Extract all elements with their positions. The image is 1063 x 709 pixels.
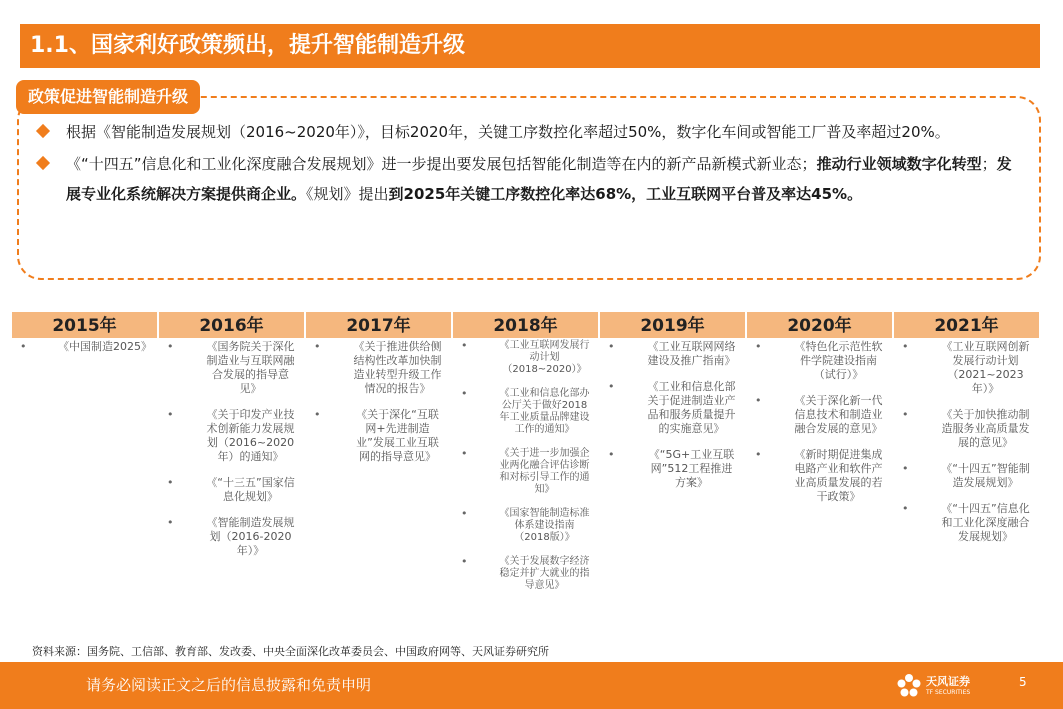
policy-item bbox=[306, 340, 451, 396]
bullet-dot-icon: • bbox=[167, 516, 174, 529]
policy-item bbox=[894, 340, 1039, 396]
bullet-bold-text: 推动行业领域数字化转型 bbox=[816, 155, 982, 173]
bullet-dot-icon: • bbox=[461, 507, 468, 520]
policy-item bbox=[894, 462, 1039, 490]
bullet-dot-icon: • bbox=[167, 476, 174, 489]
policy-tag: 政策促进智能制造升级 bbox=[16, 80, 200, 114]
bullet-dot-icon: • bbox=[461, 387, 468, 400]
bullet-dot-icon: • bbox=[755, 448, 762, 461]
policy-item bbox=[453, 388, 598, 436]
policy-item bbox=[159, 340, 304, 396]
policy-item-text: 《关于加快推动制造服务业高质量发展的意见》 bbox=[941, 408, 1030, 449]
year-policies bbox=[159, 338, 304, 558]
policy-item-text: 《智能制造发展规划（2016-2020年）》 bbox=[206, 516, 295, 557]
policy-item bbox=[894, 408, 1039, 450]
policy-item-text: 《关于深化新一代信息技术和制造业融合发展的意见》 bbox=[794, 394, 883, 435]
policy-bullet bbox=[36, 149, 1016, 209]
year-policies bbox=[747, 338, 892, 504]
bullet-bold-text: 发展专业化系统解决方案提供商企业。 bbox=[66, 155, 1012, 203]
policy-item bbox=[159, 476, 304, 504]
bullet-dot-icon: • bbox=[167, 340, 174, 353]
flower-logo-icon bbox=[896, 673, 922, 699]
year-header: 2015年 bbox=[12, 312, 157, 338]
bullet-dot-icon: • bbox=[902, 408, 909, 421]
timeline-column bbox=[600, 312, 745, 604]
policy-item bbox=[600, 340, 745, 368]
policy-item-text: 《“十四五”信息化和工业化深度融合发展规划》 bbox=[941, 502, 1030, 543]
year-policies bbox=[306, 338, 451, 464]
policy-item bbox=[747, 448, 892, 504]
bullet-dot-icon: • bbox=[608, 448, 615, 461]
logo-subtitle: TF SECURITIES bbox=[926, 689, 971, 696]
policy-bullet bbox=[36, 117, 1016, 147]
year-header: 2021年 bbox=[894, 312, 1039, 338]
timeline-column bbox=[894, 312, 1039, 604]
bullet-text: 《规划》提出 bbox=[306, 185, 389, 203]
timeline-column bbox=[453, 312, 598, 604]
bullet-bold-text: 到2025年关键工序数控化率达68%，工业互联网平台普及率达45%。 bbox=[388, 185, 863, 203]
policy-item-text: 《关于深化“互联网+先进制造业”发展工业互联网的指导意见》 bbox=[356, 408, 439, 463]
policy-item bbox=[453, 448, 598, 496]
policy-item-text: 《工业和信息化部办公厅关于做好2018年工业质量品牌建设工作的通知》 bbox=[499, 388, 590, 435]
policy-item-text: 《工业互联网网络建设及推广指南》 bbox=[647, 340, 736, 367]
policy-item bbox=[453, 556, 598, 592]
source-note: 资料来源：国务院、工信部、教育部、发改委、中央全面深化改革委员会、中国政府网等、天风证券研究所 bbox=[32, 645, 549, 658]
bullet-text: ； bbox=[981, 155, 997, 173]
policy-item-text: 《国务院关于深化制造业与互联网融合发展的指导意见》 bbox=[206, 340, 295, 395]
policy-item bbox=[453, 508, 598, 544]
bullet-dot-icon: • bbox=[461, 447, 468, 460]
policy-bullets bbox=[36, 117, 1016, 209]
bullet-text: 根据《智能制造发展规划（2016~2020年）》，目标2020年，关键工序数控化率超过50%，数字化车间或智能工厂普及率超过20%。 bbox=[66, 123, 950, 141]
policy-item-text: 《工业互联网创新发展行动计划（2021~2023年）》 bbox=[941, 340, 1030, 395]
bullet-dot-icon: • bbox=[902, 462, 909, 475]
year-policies bbox=[894, 338, 1039, 544]
policy-item bbox=[747, 340, 892, 382]
bullet-dot-icon: • bbox=[608, 380, 615, 393]
year-header: 2016年 bbox=[159, 312, 304, 338]
policy-item-text: 《中国制造2025》 bbox=[58, 340, 152, 353]
timeline-column bbox=[306, 312, 451, 604]
bullet-dot-icon: • bbox=[755, 394, 762, 407]
policy-item bbox=[159, 408, 304, 464]
policy-item-text: 《特色化示范性软件学院建设指南（试行）》 bbox=[794, 340, 883, 381]
bullet-dot-icon: • bbox=[167, 408, 174, 421]
policy-item-text: 《关于推进供给侧结构性改革加快制造业转型升级工作情况的报告》 bbox=[353, 340, 442, 395]
policy-item bbox=[600, 448, 745, 490]
policy-item bbox=[159, 516, 304, 558]
policy-timeline bbox=[12, 312, 1039, 604]
logo-name: 天风证券 bbox=[926, 675, 970, 688]
policy-item-text: 《“5G+工业互联网”512工程推进方案》 bbox=[648, 448, 735, 489]
timeline-column bbox=[12, 312, 157, 604]
policy-item-text: 《工业互联网发展行动计划（2018~2020）》 bbox=[499, 340, 590, 375]
policy-item-text: 《工业和信息化部关于促进制造业产品和服务质量提升的实施意见》 bbox=[647, 380, 736, 435]
disclaimer-text: 请务必阅读正文之后的信息披露和免责申明 bbox=[86, 676, 372, 694]
policy-item-text: 《国家智能制造标准体系建设指南（2018版）》 bbox=[499, 508, 590, 543]
policy-item bbox=[600, 380, 745, 436]
policy-item-text: 《关于发展数字经济稳定并扩大就业的指导意见》 bbox=[499, 556, 590, 591]
policy-item bbox=[306, 408, 451, 464]
policy-item-text: 《“十三五”国家信息化规划》 bbox=[206, 476, 295, 503]
bullet-dot-icon: • bbox=[902, 340, 909, 353]
bullet-text: 《“十四五”信息化和工业化深度融合发展规划》进一步提出要发展包括智能化制造等在内的新产品新模式新业态； bbox=[66, 155, 817, 173]
policy-item-text: 《关于印发产业技术创新能力发展规划（2016~2020年）的通知》 bbox=[206, 408, 295, 463]
policy-item-text: 《关于进一步加强企业两化融合评估诊断和对标引导工作的通知》 bbox=[499, 448, 590, 495]
policy-item bbox=[453, 340, 598, 376]
bullet-dot-icon: • bbox=[608, 340, 615, 353]
year-header: 2019年 bbox=[600, 312, 745, 338]
timeline-column bbox=[747, 312, 892, 604]
timeline-column bbox=[159, 312, 304, 604]
policy-item-text: 《新时期促进集成电路产业和软件产业高质量发展的若干政策》 bbox=[794, 448, 883, 503]
bullet-dot-icon: • bbox=[755, 340, 762, 353]
year-policies bbox=[600, 338, 745, 490]
bullet-dot-icon: • bbox=[461, 339, 468, 352]
year-header: 2018年 bbox=[453, 312, 598, 338]
year-policies bbox=[12, 338, 157, 354]
policy-item bbox=[747, 394, 892, 436]
diamond-bullet-icon bbox=[36, 124, 50, 138]
page-title: 1.1、国家利好政策频出，提升智能制造升级 bbox=[20, 24, 1040, 68]
bullet-dot-icon: • bbox=[461, 555, 468, 568]
diamond-bullet-icon bbox=[36, 156, 50, 170]
policy-item bbox=[894, 502, 1039, 544]
bullet-dot-icon: • bbox=[314, 340, 321, 353]
policy-item bbox=[12, 340, 157, 354]
policy-item-text: 《“十四五”智能制造发展规划》 bbox=[941, 462, 1030, 489]
footer-bar bbox=[0, 662, 1063, 709]
company-logo bbox=[896, 671, 986, 701]
bullet-dot-icon: • bbox=[902, 502, 909, 515]
page-number: 5 bbox=[1019, 675, 1027, 689]
bullet-dot-icon: • bbox=[314, 408, 321, 421]
year-header: 2020年 bbox=[747, 312, 892, 338]
bullet-dot-icon: • bbox=[20, 340, 27, 353]
year-policies bbox=[453, 338, 598, 592]
year-header: 2017年 bbox=[306, 312, 451, 338]
